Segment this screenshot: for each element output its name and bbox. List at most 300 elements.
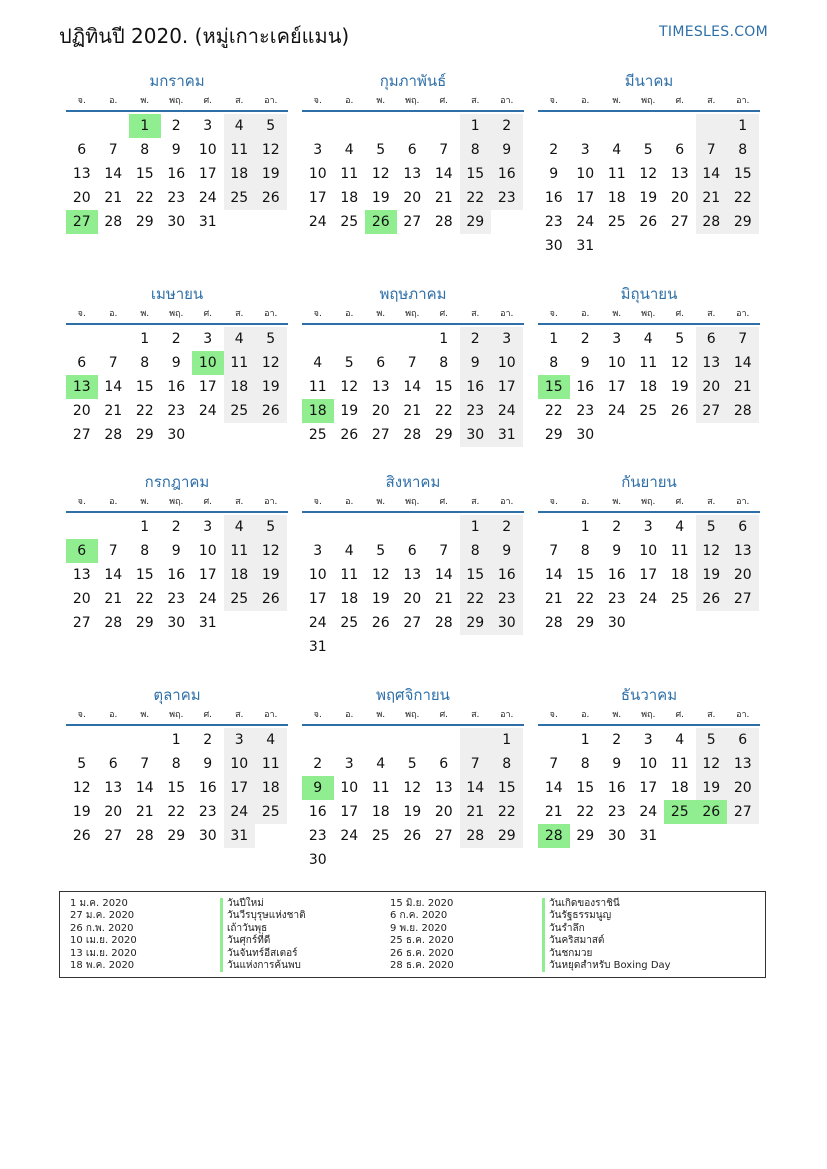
day-cell: 17 bbox=[340, 804, 359, 820]
legend-date: 28 ธ.ค. 2020 bbox=[390, 959, 454, 971]
empty-day-cell bbox=[397, 515, 429, 539]
day-cell: 2 bbox=[313, 756, 323, 772]
empty-day-cell bbox=[538, 515, 570, 539]
day-cell: 20 bbox=[403, 190, 422, 206]
day-cell: 2 bbox=[171, 118, 181, 134]
day-cell: 4 bbox=[344, 142, 354, 158]
day-cell: 29 bbox=[167, 828, 186, 844]
month-block bbox=[538, 684, 760, 848]
weekday-label: ศ. bbox=[203, 96, 213, 106]
day-cell: 2 bbox=[580, 331, 590, 347]
weekday-label: ศ. bbox=[675, 309, 685, 319]
day-cell: 5 bbox=[77, 756, 87, 772]
day-cell: 30 bbox=[491, 611, 523, 635]
weekday-label: ศ. bbox=[675, 710, 685, 720]
day-cell: 2 bbox=[171, 519, 181, 535]
legend-holiday-name: วันปีใหม่ bbox=[220, 898, 306, 910]
weekday-label: อา. bbox=[500, 710, 514, 720]
day-cell: 2 bbox=[203, 732, 213, 748]
day-cell: 28 bbox=[434, 615, 453, 631]
day-cell: 10 bbox=[340, 780, 359, 796]
day-cell: 9 bbox=[491, 539, 523, 563]
day-cell: 26 bbox=[371, 615, 390, 631]
day-cell: 19 bbox=[670, 379, 689, 395]
day-cell: 5 bbox=[643, 142, 653, 158]
weekday-label: ศ. bbox=[203, 309, 213, 319]
day-cell: 23 bbox=[167, 190, 186, 206]
weekday-label: ส. bbox=[471, 309, 480, 319]
weekday-header bbox=[302, 706, 524, 726]
empty-day-cell bbox=[302, 327, 334, 351]
day-cell: 29 bbox=[544, 427, 563, 443]
day-cell: 26 bbox=[255, 399, 287, 423]
day-cell: 22 bbox=[544, 403, 563, 419]
day-cell: 21 bbox=[434, 190, 453, 206]
day-cell: 6 bbox=[727, 728, 759, 752]
day-cell: 22 bbox=[460, 186, 492, 210]
day-cell: 5 bbox=[255, 114, 287, 138]
weekday-label: อา. bbox=[736, 96, 750, 106]
day-cell: 20 bbox=[72, 190, 91, 206]
brand-link[interactable]: TIMESLES.COM bbox=[659, 24, 768, 40]
day-cell: 29 bbox=[460, 611, 492, 635]
day-cell: 17 bbox=[198, 567, 217, 583]
day-cell: 21 bbox=[434, 591, 453, 607]
day-cell: 11 bbox=[639, 355, 658, 371]
days-grid bbox=[302, 515, 524, 659]
weekday-label: อา. bbox=[736, 710, 750, 720]
day-cell: 19 bbox=[255, 375, 287, 399]
weekday-label: พ. bbox=[612, 497, 622, 507]
empty-day-cell bbox=[66, 728, 98, 752]
day-cell: 12 bbox=[670, 355, 689, 371]
day-cell: 11 bbox=[340, 166, 359, 182]
day-cell: 3 bbox=[224, 728, 256, 752]
day-cell: 7 bbox=[407, 355, 417, 371]
day-cell: 14 bbox=[544, 567, 563, 583]
day-cell: 28 bbox=[403, 427, 422, 443]
day-cell: 15 bbox=[434, 379, 453, 395]
day-cell: 2 bbox=[612, 519, 622, 535]
weekday-label: จ. bbox=[313, 96, 322, 106]
holiday-day-cell: 27 bbox=[66, 210, 98, 234]
weekday-label: พฤ. bbox=[169, 309, 184, 319]
empty-day-cell bbox=[538, 728, 570, 752]
day-cell: 11 bbox=[371, 780, 390, 796]
day-cell: 1 bbox=[439, 331, 449, 347]
day-cell: 11 bbox=[224, 539, 256, 563]
day-cell: 22 bbox=[135, 403, 154, 419]
day-cell: 22 bbox=[167, 804, 186, 820]
day-cell: 4 bbox=[313, 355, 323, 371]
day-cell: 22 bbox=[727, 186, 759, 210]
day-cell: 9 bbox=[171, 355, 181, 371]
day-cell: 8 bbox=[140, 355, 150, 371]
legend-names-col-2 bbox=[549, 898, 671, 972]
empty-day-cell bbox=[98, 515, 130, 539]
day-cell: 25 bbox=[639, 403, 658, 419]
day-cell: 4 bbox=[675, 519, 685, 535]
day-cell: 23 bbox=[198, 804, 217, 820]
weekday-label: อา. bbox=[736, 497, 750, 507]
weekday-label: อ. bbox=[345, 710, 354, 720]
day-cell: 11 bbox=[255, 752, 287, 776]
day-cell: 3 bbox=[612, 331, 622, 347]
day-cell: 16 bbox=[576, 379, 595, 395]
day-cell: 3 bbox=[203, 331, 213, 347]
month-block bbox=[66, 283, 288, 447]
day-cell: 29 bbox=[491, 824, 523, 848]
day-cell: 13 bbox=[403, 166, 422, 182]
weekday-label: ศ. bbox=[203, 497, 213, 507]
weekday-label: ศ. bbox=[439, 710, 449, 720]
weekday-label: ส. bbox=[235, 96, 244, 106]
empty-day-cell bbox=[66, 114, 98, 138]
day-cell: 2 bbox=[491, 515, 523, 539]
weekday-label: อ. bbox=[109, 497, 118, 507]
day-cell: 1 bbox=[460, 515, 492, 539]
holiday-legend bbox=[59, 891, 766, 978]
day-cell: 31 bbox=[308, 639, 327, 655]
day-cell: 27 bbox=[670, 214, 689, 230]
day-cell: 17 bbox=[308, 591, 327, 607]
day-cell: 21 bbox=[403, 403, 422, 419]
day-cell: 18 bbox=[255, 776, 287, 800]
day-cell: 21 bbox=[544, 591, 563, 607]
weekday-label: อ. bbox=[345, 96, 354, 106]
day-cell: 22 bbox=[491, 800, 523, 824]
day-cell: 12 bbox=[371, 166, 390, 182]
legend-holiday-name: เถ้าวันพุธ bbox=[220, 923, 306, 935]
day-cell: 27 bbox=[434, 828, 453, 844]
weekday-label: พฤ. bbox=[641, 710, 656, 720]
day-cell: 24 bbox=[198, 591, 217, 607]
weekday-header bbox=[538, 706, 760, 726]
legend-holiday-name: วันจันทร์อีสเตอร์ bbox=[220, 948, 306, 960]
weekday-label: พ. bbox=[612, 710, 622, 720]
empty-day-cell bbox=[129, 728, 161, 752]
day-cell: 11 bbox=[224, 351, 256, 375]
day-cell: 12 bbox=[639, 166, 658, 182]
day-cell: 20 bbox=[696, 375, 728, 399]
weekday-label: ส. bbox=[707, 497, 716, 507]
day-cell: 30 bbox=[576, 427, 595, 443]
month-block bbox=[302, 70, 524, 234]
day-cell: 7 bbox=[549, 543, 559, 559]
weekday-label: พ. bbox=[376, 96, 386, 106]
day-cell: 4 bbox=[675, 732, 685, 748]
day-cell: 28 bbox=[135, 828, 154, 844]
empty-day-cell bbox=[538, 114, 570, 138]
weekday-label: ศ. bbox=[439, 96, 449, 106]
day-cell: 9 bbox=[612, 756, 622, 772]
legend-date: 26 ก.พ. 2020 bbox=[70, 922, 134, 934]
day-cell: 29 bbox=[576, 828, 595, 844]
days-grid bbox=[66, 327, 288, 447]
weekday-label: พ. bbox=[612, 309, 622, 319]
legend-date: 27 ม.ค. 2020 bbox=[70, 910, 135, 922]
day-cell: 5 bbox=[255, 327, 287, 351]
weekday-label: อ. bbox=[109, 710, 118, 720]
empty-day-cell bbox=[365, 728, 397, 752]
empty-day-cell bbox=[397, 327, 429, 351]
day-cell: 5 bbox=[696, 515, 728, 539]
month-name: ตุลาคม bbox=[153, 686, 201, 704]
day-cell: 31 bbox=[198, 615, 217, 631]
day-cell: 21 bbox=[135, 804, 154, 820]
day-cell: 19 bbox=[371, 190, 390, 206]
day-cell: 24 bbox=[340, 828, 359, 844]
day-cell: 30 bbox=[607, 615, 626, 631]
day-cell: 19 bbox=[403, 804, 422, 820]
day-cell: 8 bbox=[140, 142, 150, 158]
day-cell: 19 bbox=[371, 591, 390, 607]
day-cell: 25 bbox=[224, 399, 256, 423]
weekday-label: อา. bbox=[264, 497, 278, 507]
day-cell: 30 bbox=[167, 427, 186, 443]
day-cell: 30 bbox=[544, 238, 563, 254]
day-cell: 14 bbox=[434, 166, 453, 182]
weekday-label: อา. bbox=[264, 96, 278, 106]
empty-day-cell bbox=[633, 114, 665, 138]
day-cell: 26 bbox=[72, 828, 91, 844]
weekday-label: อ. bbox=[581, 309, 590, 319]
day-cell: 10 bbox=[576, 166, 595, 182]
day-cell: 20 bbox=[104, 804, 123, 820]
weekday-header bbox=[538, 305, 760, 325]
weekday-header bbox=[66, 706, 288, 726]
weekday-label: พ. bbox=[376, 309, 386, 319]
holiday-day-cell: 15 bbox=[538, 375, 570, 399]
day-cell: 7 bbox=[696, 138, 728, 162]
day-cell: 19 bbox=[255, 563, 287, 587]
day-cell: 17 bbox=[639, 567, 658, 583]
days-grid bbox=[302, 728, 524, 872]
weekday-label: อา. bbox=[736, 309, 750, 319]
day-cell: 7 bbox=[460, 752, 492, 776]
day-cell: 31 bbox=[639, 828, 658, 844]
day-cell: 18 bbox=[371, 804, 390, 820]
weekday-label: พ. bbox=[140, 96, 150, 106]
legend-date: 9 พ.ย. 2020 bbox=[390, 922, 447, 934]
day-cell: 13 bbox=[727, 539, 759, 563]
day-cell: 12 bbox=[696, 752, 728, 776]
day-cell: 13 bbox=[104, 780, 123, 796]
weekday-label: จ. bbox=[77, 96, 86, 106]
month-name: ธันวาคม bbox=[620, 686, 678, 704]
days-grid bbox=[66, 728, 288, 848]
day-cell: 18 bbox=[340, 591, 359, 607]
day-cell: 7 bbox=[549, 756, 559, 772]
legend-dates-col-1 bbox=[70, 898, 137, 972]
empty-day-cell bbox=[98, 114, 130, 138]
day-cell: 29 bbox=[434, 427, 453, 443]
day-cell: 21 bbox=[104, 591, 123, 607]
weekday-header bbox=[66, 305, 288, 325]
legend-holiday-name: วันศุกร์ที่ดี bbox=[220, 935, 306, 947]
empty-day-cell bbox=[302, 515, 334, 539]
legend-date: 1 ม.ค. 2020 bbox=[70, 898, 128, 909]
empty-day-cell bbox=[397, 728, 429, 752]
day-cell: 13 bbox=[72, 166, 91, 182]
weekday-label: อ. bbox=[109, 309, 118, 319]
empty-day-cell bbox=[397, 114, 429, 138]
day-cell: 31 bbox=[198, 214, 217, 230]
day-cell: 24 bbox=[639, 804, 658, 820]
day-cell: 7 bbox=[108, 142, 118, 158]
day-cell: 8 bbox=[580, 756, 590, 772]
day-cell: 21 bbox=[544, 804, 563, 820]
day-cell: 5 bbox=[675, 331, 685, 347]
month-name: กรกฎาคม bbox=[144, 473, 210, 491]
day-cell: 27 bbox=[727, 800, 759, 824]
weekday-label: จ. bbox=[77, 710, 86, 720]
empty-day-cell bbox=[334, 114, 366, 138]
day-cell: 20 bbox=[72, 591, 91, 607]
day-cell: 29 bbox=[135, 615, 154, 631]
day-cell: 8 bbox=[460, 138, 492, 162]
day-cell: 19 bbox=[639, 190, 658, 206]
legend-holiday-name: วันวีรบุรุษแห่งชาติ bbox=[220, 910, 306, 922]
day-cell: 10 bbox=[198, 142, 217, 158]
weekday-label: อา. bbox=[500, 309, 514, 319]
day-cell: 12 bbox=[340, 379, 359, 395]
day-cell: 6 bbox=[108, 756, 118, 772]
day-cell: 29 bbox=[135, 214, 154, 230]
day-cell: 18 bbox=[670, 780, 689, 796]
empty-day-cell bbox=[334, 515, 366, 539]
weekday-label: ส. bbox=[707, 96, 716, 106]
day-cell: 23 bbox=[607, 804, 626, 820]
day-cell: 25 bbox=[340, 615, 359, 631]
day-cell: 15 bbox=[491, 776, 523, 800]
holiday-day-cell: 26 bbox=[365, 210, 397, 234]
page-title: ปฏิทินปี 2020. (หมู่เกาะเคย์แมน) bbox=[59, 24, 350, 48]
empty-day-cell bbox=[696, 114, 728, 138]
day-cell: 16 bbox=[607, 780, 626, 796]
day-cell: 7 bbox=[108, 543, 118, 559]
day-cell: 29 bbox=[460, 210, 492, 234]
day-cell: 27 bbox=[371, 427, 390, 443]
day-cell: 7 bbox=[108, 355, 118, 371]
weekday-header bbox=[302, 305, 524, 325]
weekday-label: พฤ. bbox=[405, 96, 420, 106]
day-cell: 24 bbox=[308, 214, 327, 230]
day-cell: 15 bbox=[576, 567, 595, 583]
day-cell: 12 bbox=[371, 567, 390, 583]
day-cell: 28 bbox=[434, 214, 453, 230]
day-cell: 3 bbox=[344, 756, 354, 772]
day-cell: 11 bbox=[670, 543, 689, 559]
day-cell: 8 bbox=[727, 138, 759, 162]
day-cell: 24 bbox=[607, 403, 626, 419]
empty-day-cell bbox=[66, 327, 98, 351]
weekday-header bbox=[302, 493, 524, 513]
day-cell: 18 bbox=[340, 190, 359, 206]
day-cell: 25 bbox=[255, 800, 287, 824]
day-cell: 12 bbox=[255, 351, 287, 375]
weekday-label: พ. bbox=[140, 710, 150, 720]
day-cell: 18 bbox=[224, 162, 256, 186]
day-cell: 6 bbox=[407, 543, 417, 559]
weekday-header bbox=[66, 493, 288, 513]
day-cell: 31 bbox=[224, 824, 256, 848]
day-cell: 12 bbox=[255, 138, 287, 162]
weekday-header bbox=[538, 493, 760, 513]
day-cell: 15 bbox=[135, 166, 154, 182]
month-name: กุมภาพันธ์ bbox=[379, 72, 447, 90]
empty-day-cell bbox=[302, 728, 334, 752]
day-cell: 17 bbox=[607, 379, 626, 395]
weekday-label: พฤ. bbox=[641, 309, 656, 319]
legend-dates-col-2 bbox=[390, 898, 454, 972]
day-cell: 24 bbox=[491, 399, 523, 423]
day-cell: 3 bbox=[313, 543, 323, 559]
day-cell: 15 bbox=[135, 567, 154, 583]
legend-holiday-name: วันเกิดของราชินี bbox=[542, 898, 671, 910]
day-cell: 19 bbox=[255, 162, 287, 186]
day-cell: 1 bbox=[140, 519, 150, 535]
day-cell: 20 bbox=[434, 804, 453, 820]
day-cell: 18 bbox=[639, 379, 658, 395]
legend-date: 6 ก.ค. 2020 bbox=[390, 910, 448, 922]
legend-holiday-name: วันรำลึก bbox=[542, 923, 671, 935]
day-cell: 7 bbox=[439, 543, 449, 559]
day-cell: 17 bbox=[224, 776, 256, 800]
weekday-label: พฤ. bbox=[405, 710, 420, 720]
month-name: สิงหาคม bbox=[385, 473, 441, 491]
weekday-label: พฤ. bbox=[405, 309, 420, 319]
month-block bbox=[66, 471, 288, 635]
day-cell: 13 bbox=[727, 752, 759, 776]
day-cell: 3 bbox=[491, 327, 523, 351]
day-cell: 11 bbox=[670, 756, 689, 772]
day-cell: 3 bbox=[203, 519, 213, 535]
day-cell: 6 bbox=[696, 327, 728, 351]
day-cell: 24 bbox=[576, 214, 595, 230]
day-cell: 25 bbox=[340, 214, 359, 230]
day-cell: 23 bbox=[576, 403, 595, 419]
weekday-label: จ. bbox=[77, 309, 86, 319]
legend-holiday-name: วันชกมวย bbox=[542, 948, 671, 960]
day-cell: 21 bbox=[696, 186, 728, 210]
day-cell: 11 bbox=[224, 138, 256, 162]
holiday-day-cell: 25 bbox=[664, 800, 696, 824]
day-cell: 4 bbox=[376, 756, 386, 772]
month-name: กันยายน bbox=[621, 473, 677, 491]
weekday-label: จ. bbox=[313, 710, 322, 720]
day-cell: 9 bbox=[612, 543, 622, 559]
day-cell: 12 bbox=[696, 539, 728, 563]
day-cell: 28 bbox=[696, 210, 728, 234]
day-cell: 10 bbox=[607, 355, 626, 371]
day-cell: 8 bbox=[549, 355, 559, 371]
day-cell: 17 bbox=[491, 375, 523, 399]
day-cell: 9 bbox=[580, 355, 590, 371]
legend-date: 18 พ.ค. 2020 bbox=[70, 959, 135, 971]
day-cell: 27 bbox=[72, 615, 91, 631]
day-cell: 10 bbox=[308, 166, 327, 182]
day-cell: 20 bbox=[72, 403, 91, 419]
day-cell: 16 bbox=[491, 162, 523, 186]
day-cell: 7 bbox=[439, 142, 449, 158]
day-cell: 16 bbox=[167, 166, 186, 182]
day-cell: 19 bbox=[340, 403, 359, 419]
weekday-label: จ. bbox=[549, 309, 558, 319]
weekday-label: พฤ. bbox=[405, 497, 420, 507]
empty-day-cell bbox=[428, 728, 460, 752]
day-cell: 4 bbox=[612, 142, 622, 158]
